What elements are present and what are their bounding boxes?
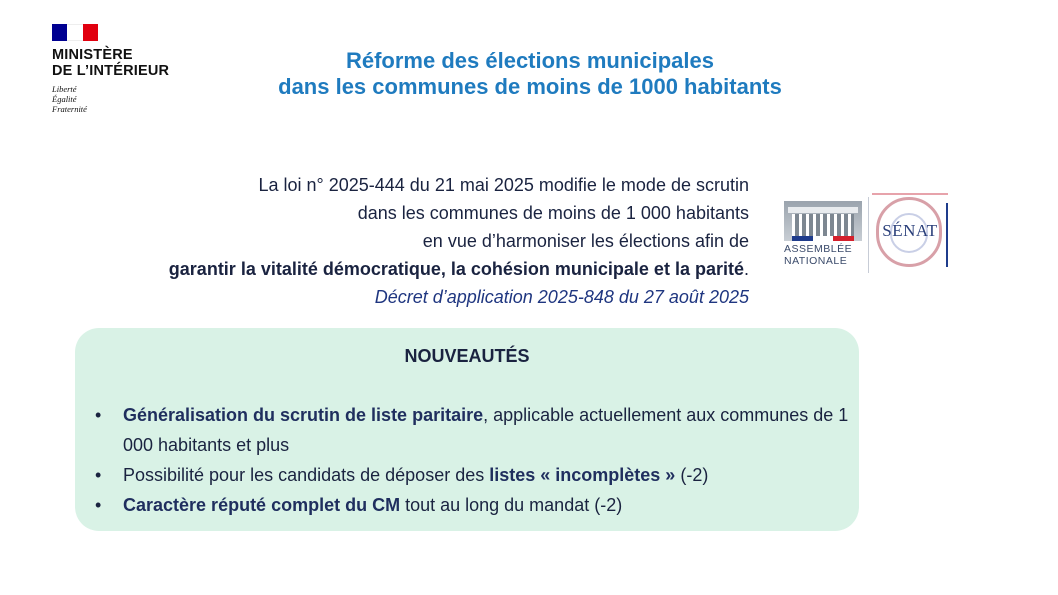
ministry-logo	[52, 24, 202, 114]
list-item	[91, 490, 851, 520]
title-line-1: Réforme des élections municipales	[345, 48, 715, 73]
intro-line-2: dans les communes de moins de 1 000 habitants	[357, 203, 749, 223]
ministry-line-1: MINISTÈRE	[52, 47, 133, 63]
item-1-bold: Généralisation du scrutin de liste paritaire	[123, 405, 484, 425]
republic-motto	[52, 84, 202, 114]
intro-line-3: en vue d’harmoniser les élections afin de	[422, 231, 749, 251]
intro-period: .	[743, 259, 749, 279]
nouveautes-list	[91, 400, 851, 520]
french-flag-icon	[52, 24, 98, 41]
motto-fraternite: Fraternité	[52, 104, 87, 114]
an-line-1: ASSEMBLÉE	[784, 243, 853, 255]
list-item	[91, 460, 851, 490]
motto-egalite: Égalité	[52, 94, 77, 104]
motto-liberte: Liberté	[52, 84, 77, 94]
item-3-text: tout au long du mandat (-2)	[400, 495, 623, 515]
intro-paragraph	[49, 171, 749, 311]
ministry-name	[52, 47, 202, 79]
assemblee-building-icon	[784, 201, 862, 241]
item-2-post: (-2)	[675, 465, 709, 485]
box-title: NOUVEAUTÉS	[404, 346, 530, 366]
parliament-logos	[784, 193, 950, 277]
item-2-pre: Possibilité pour les candidats de déposer des	[123, 465, 490, 485]
assemblee-nationale-logo	[784, 201, 864, 271]
intro-line-4	[49, 255, 749, 283]
decree-reference: Décret d’application 2025-848 du 27 août 2025	[374, 287, 749, 307]
intro-highlight: garantir la vitalité démocratique, la cohésion municipale et la parité	[168, 259, 744, 279]
senat-wordmark: SÉNAT	[882, 221, 938, 240]
item-1-text: , applicable actuellement aux communes de 1 000 habitants et plus	[123, 405, 849, 455]
page-title	[200, 48, 860, 100]
item-2-bold: listes « incomplètes »	[489, 465, 676, 485]
list-item	[91, 400, 851, 460]
an-line-2: NATIONALE	[784, 255, 848, 267]
logo-divider	[868, 197, 869, 273]
intro-line-1: La loi n° 2025-444 du 21 mai 2025 modifie le mode de scrutin	[258, 175, 749, 195]
item-3-bold: Caractère réputé complet du CM	[123, 495, 401, 515]
senat-logo	[872, 193, 950, 277]
nouveautes-box	[75, 328, 859, 531]
title-line-2: dans les communes de moins de 1000 habitants	[278, 74, 782, 99]
ministry-line-2: DE L’INTÉRIEUR	[52, 63, 170, 79]
